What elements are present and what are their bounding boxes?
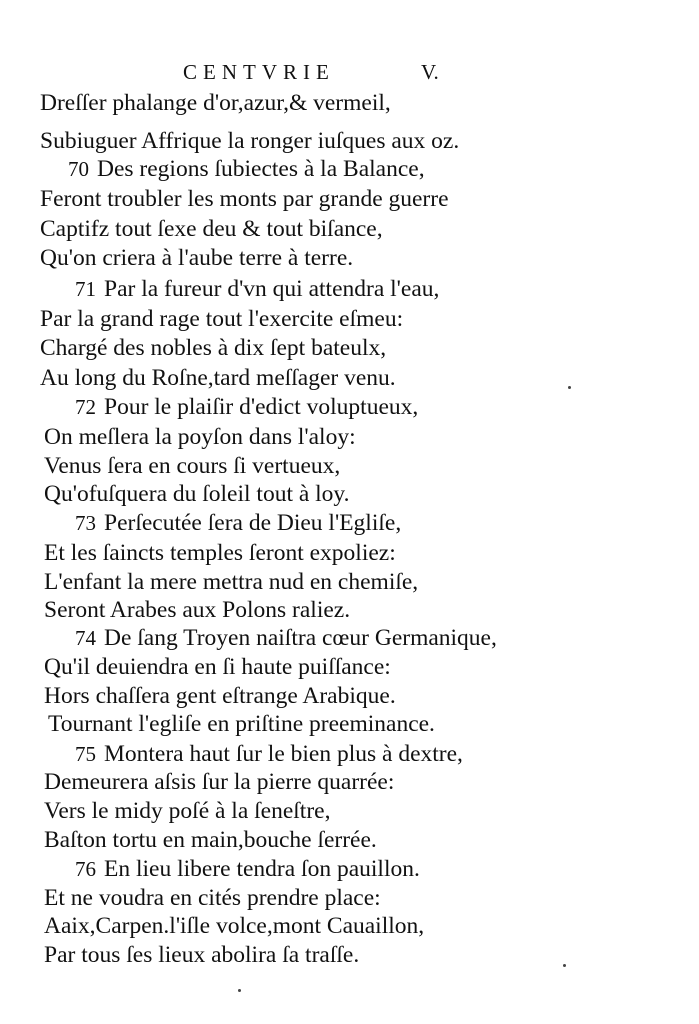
verse-line: Feront troubler les monts par grande guerre <box>40 186 449 212</box>
folio-number: V. <box>421 60 439 84</box>
verse-line: Au long du Roſne,tard meſſager venu. <box>40 365 396 391</box>
verse-line: Par la grand rage tout l'exercite eſmeu: <box>40 306 404 332</box>
verse-line: Dreſſer phalange d'or,azur,& vermeil, <box>40 90 391 116</box>
running-title: CENTVRIE <box>183 60 335 84</box>
quatrain-number: 72 <box>75 395 96 419</box>
verse-line: Tournant l'egliſe en priſtine preeminance. <box>48 711 435 737</box>
quatrain-number: 75 <box>75 742 96 766</box>
ink-speck <box>238 989 241 992</box>
verse-line: Hors chaſſera gent eſtrange Arabique. <box>44 683 396 709</box>
verse-line: Qu'ofuſquera du ſoleil tout à loy. <box>44 481 350 507</box>
quatrain-first-line: 71 Par la fureur d'vn qui attendra l'eau, <box>75 276 440 302</box>
quatrain-number: 71 <box>75 277 96 301</box>
verse-line: Aaix,Carpen.l'iſle volce,mont Cauaillon, <box>44 913 425 939</box>
quatrain-number: 70 <box>68 157 89 181</box>
verse-line: Par tous ſes lieux abolira ſa traſſe. <box>44 942 360 968</box>
quatrain-first-line: 76 En lieu libere tendra ſon pauillon. <box>75 856 420 882</box>
ink-speck <box>563 964 566 967</box>
verse-line: Et ne voudra en cités prendre place: <box>44 885 381 911</box>
verse-line: Seront Arabes aux Polons raliez. <box>44 597 351 623</box>
quatrain-first-line: 72 Pour le plaiſir d'edict voluptueux, <box>75 394 419 420</box>
running-header <box>183 60 463 85</box>
quatrain-number: 74 <box>75 626 96 650</box>
quatrain-first-line: 73 Perſecutée ſera de Dieu l'Egliſe, <box>75 510 402 536</box>
quatrain-first-line: 70 Des regions ſubiectes à la Balance, <box>68 156 425 182</box>
verse-line: Captifz tout ſexe deu & tout biſance, <box>40 216 383 242</box>
quatrain-first-line: 75 Montera haut ſur le bien plus à dextre, <box>75 741 463 767</box>
verse-line: Baſton tortu en main,bouche ſerrée. <box>44 827 377 853</box>
verse-line: Demeurera aſsis ſur la pierre quarrée: <box>44 769 395 795</box>
verse-line: Et les ſaincts temples ſeront expoliez: <box>44 540 396 566</box>
verse-line: Subiuguer Affrique la ronger iuſques aux oz. <box>40 128 460 154</box>
verse-line: L'enfant la mere mettra nud en chemiſe, <box>44 569 419 595</box>
ink-speck <box>568 386 571 389</box>
verse-line: Qu'il deuiendra en ſi haute puiſſance: <box>44 654 391 680</box>
quatrain-number: 73 <box>75 511 96 535</box>
verse-line: Vers le midy poſé à la ſeneſtre, <box>44 798 331 824</box>
verse-line: Qu'on criera à l'aube terre à terre. <box>40 245 354 271</box>
verse-line: Venus ſera en cours ſi vertueux, <box>44 453 341 479</box>
quatrain-number: 76 <box>75 857 96 881</box>
verse-line: Chargé des nobles à dix ſept bateulx, <box>40 335 387 361</box>
verse-line: On meſlera la poyſon dans l'aloy: <box>44 424 356 450</box>
quatrain-first-line: 74 De ſang Troyen naiſtra cœur Germanique, <box>75 625 497 651</box>
